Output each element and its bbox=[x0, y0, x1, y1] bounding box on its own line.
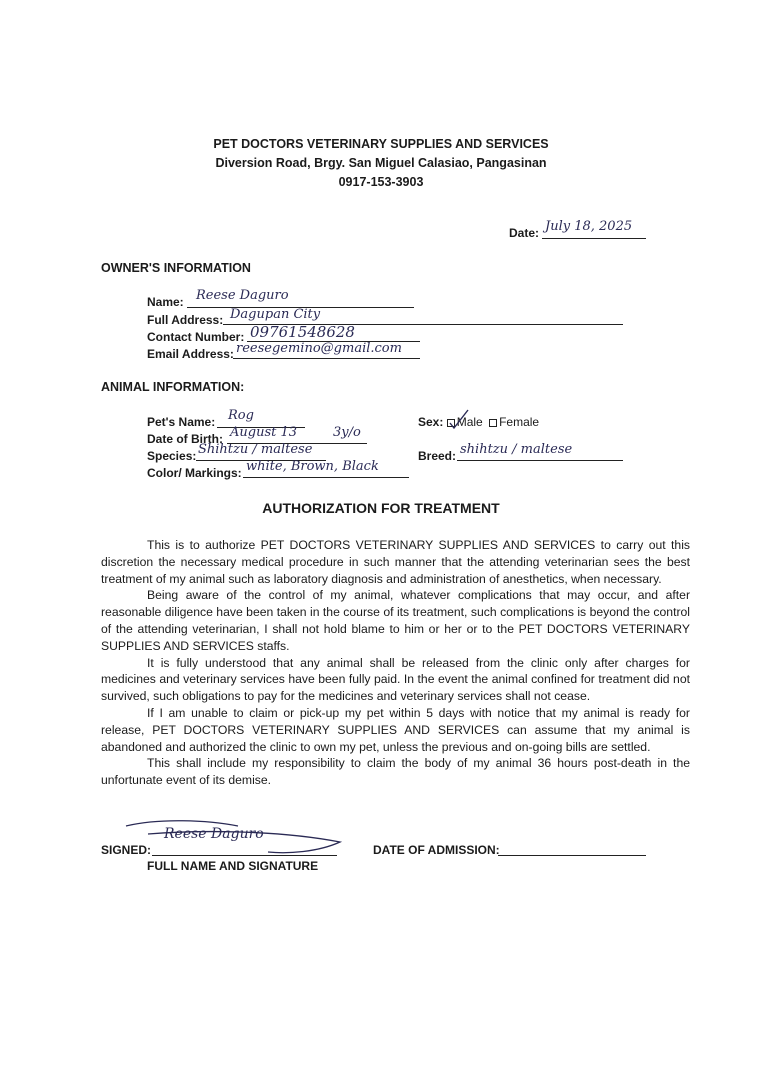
admission-line bbox=[498, 855, 646, 856]
sex-field bbox=[418, 415, 539, 429]
authorization-paragraph: If I am unable to claim or pick-up my pet within 5 days with notice that my animal is ready for release, PET DOCTORS VETERINARY SUPPLIES AND SERVICES can assume that my animal is abandoned and authorized the clinic to own my pet, unless the previous and on-going bills are settled. bbox=[101, 705, 690, 754]
pet-name-label: Pet's Name: bbox=[147, 415, 216, 429]
breed-value[interactable]: shihtzu / maltese bbox=[460, 442, 573, 457]
owner-section-title: OWNER'S INFORMATION bbox=[101, 261, 251, 275]
owner-name-value[interactable]: Reese Daguro bbox=[196, 288, 289, 303]
clinic-phone: 0917-153-3903 bbox=[338, 175, 424, 189]
species-value[interactable]: Shihtzu / maltese bbox=[198, 442, 313, 457]
clinic-address: Diversion Road, Brgy. San Miguel Calasiao, Pangasinan bbox=[215, 156, 547, 170]
dob-value[interactable]: August 13 bbox=[230, 425, 298, 440]
admission-label: DATE OF ADMISSION: bbox=[373, 843, 500, 857]
female-checkbox[interactable] bbox=[489, 419, 497, 427]
species-label: Species: bbox=[147, 449, 197, 463]
sex-label: Sex: bbox=[418, 415, 444, 429]
male-check-mark-icon bbox=[448, 408, 470, 430]
owner-email-label: Email Address: bbox=[147, 347, 234, 361]
date-value[interactable]: July 18, 2025 bbox=[545, 219, 633, 234]
male-option-label: Male bbox=[456, 415, 483, 429]
date-line bbox=[542, 238, 646, 239]
color-line bbox=[243, 477, 409, 478]
authorization-title: AUTHORIZATION FOR TREATMENT bbox=[262, 500, 500, 516]
color-label: Color/ Markings: bbox=[147, 466, 242, 480]
owner-email-value[interactable]: reesegemino@gmail.com bbox=[236, 341, 402, 356]
animal-section-title: ANIMAL INFORMATION: bbox=[101, 380, 245, 394]
authorization-paragraph: It is fully understood that any animal shall be released from the clinic only after charges for medicines and veterinary services have been fully paid. In the event the animal confined for treatment did not survived, such obligations to pay for the medicines and veterinary services shall not cease. bbox=[101, 655, 690, 704]
authorization-paragraph: This is to authorize PET DOCTORS VETERINARY SUPPLIES AND SERVICES to carry out this discretion the necessary medical procedure in such manner that the attending veterinarian sees the best treatment of my animal such as laboratory diagnosis and administration of anesthetics, when necessary. bbox=[101, 538, 690, 586]
authorization-body bbox=[101, 537, 690, 789]
date-label: Date: bbox=[509, 226, 540, 240]
owner-address-label: Full Address: bbox=[147, 313, 224, 327]
authorization-paragraph: Being aware of the control of my animal, whatever complications that may occur, and after reasonable diligence have been taken in the course of its treatment, such complications is beyond the control of the attending veterinarian, I shall not hold blame to him or her or to the PET DOCTORS VETERINARY SUPPLIES AND SERVICES staffs. bbox=[101, 588, 690, 653]
color-value[interactable]: white, Brown, Black bbox=[246, 459, 379, 474]
age-value[interactable]: 3y/o bbox=[333, 425, 361, 440]
pet-name-value[interactable]: Rog bbox=[228, 408, 254, 423]
owner-contact-value[interactable]: 09761548628 bbox=[250, 323, 355, 341]
signature-name[interactable]: Reese Daguro bbox=[164, 826, 264, 842]
owner-email-line bbox=[233, 358, 420, 359]
owner-contact-label: Contact Number: bbox=[147, 330, 245, 344]
owner-address-value[interactable]: Dagupan City bbox=[230, 307, 321, 322]
breed-line bbox=[457, 460, 623, 461]
signature-caption: FULL NAME AND SIGNATURE bbox=[147, 859, 319, 873]
clinic-name: PET DOCTORS VETERINARY SUPPLIES AND SERVICES bbox=[213, 137, 549, 151]
owner-name-label: Name: bbox=[147, 295, 184, 309]
breed-label: Breed: bbox=[418, 449, 457, 463]
authorization-paragraph: This shall include my responsibility to claim the body of my animal 36 hours post-death in the unfortunate event of its demise. bbox=[101, 756, 690, 788]
dob-label: Date of Birth: bbox=[147, 432, 223, 446]
female-option-label: Female bbox=[499, 415, 540, 429]
signed-label: SIGNED: bbox=[101, 843, 152, 857]
